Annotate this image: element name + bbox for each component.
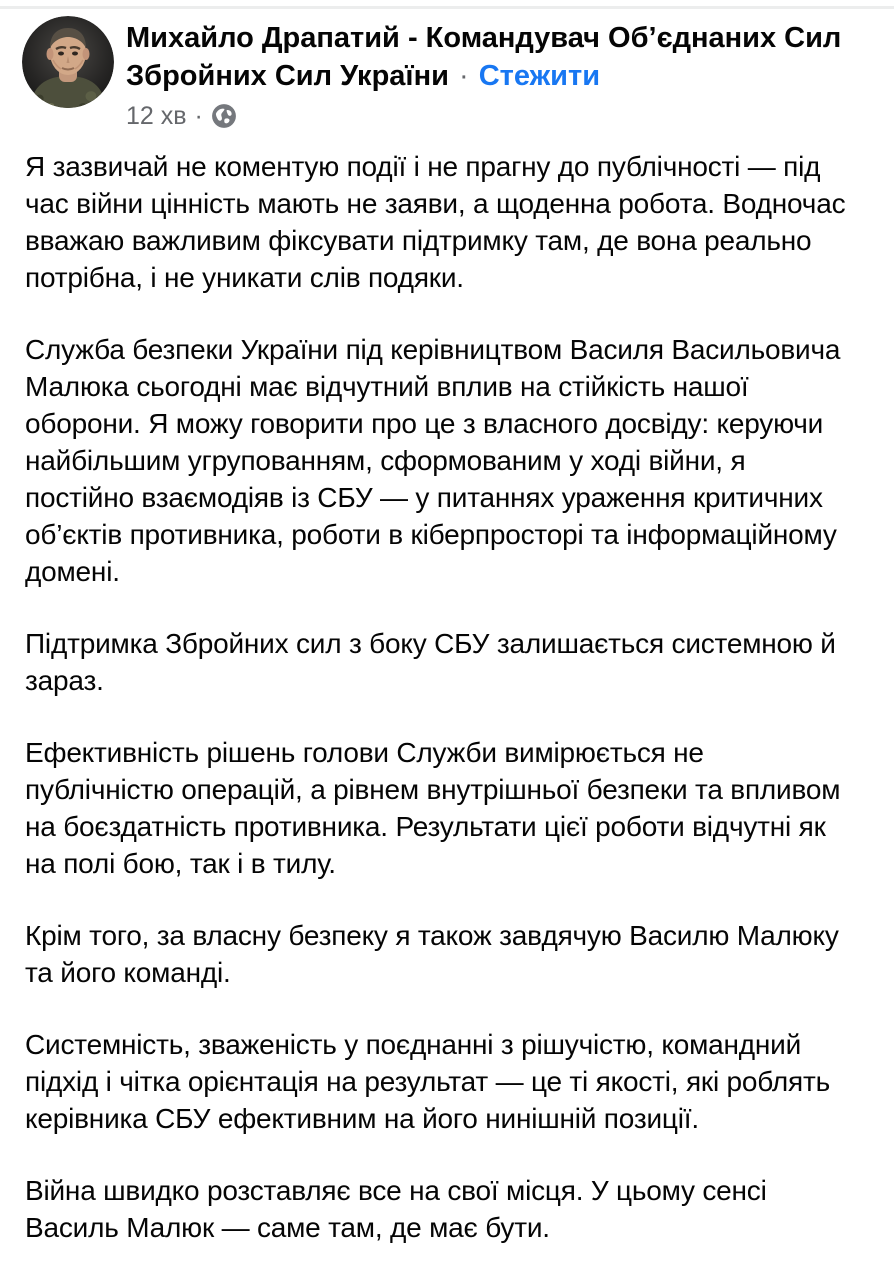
paragraph: Підтримка Збройних сил з боку СБУ залишається системною й зараз. — [25, 628, 836, 696]
paragraph: Системність, зваженість у поєднанні з рішучістю, командний підхід і чітка орієнтація на результат — це ті якості, які роблять керівника СБУ ефективним на його нинішній позиції. — [25, 1029, 830, 1134]
header-text — [126, 16, 866, 130]
avatar[interactable] — [22, 16, 114, 108]
globe-icon — [211, 103, 237, 129]
paragraph: Крім того, за власну безпеку я також завдячую Василю Малюку та його команді. — [25, 920, 839, 988]
header-separator: · — [458, 60, 469, 92]
meta-separator: · — [194, 102, 203, 130]
author-name[interactable]: Михайло Драпатий - Командувач Об’єднаних Сил Збройних Сил України — [126, 22, 842, 92]
paragraph: Ефективність рішень голови Служби вимірюється не публічністю операцій, а рівнем внутрішньої безпеки та впливом на боєздатність противника. Результати цієї роботи відчутні як на полі бою, так і в тилу. — [25, 737, 841, 879]
name-line — [126, 19, 866, 95]
meta-line — [126, 102, 866, 130]
top-divider — [0, 6, 894, 9]
paragraph: Служба безпеки України під керівництвом Василя Васильовича Малюка сьогодні має відчутний вплив на стійкість нашої оборони. Я можу говорити про це з власного досвіду: керуючи найбільшим угрупованням, сформованим у ході війни, я постійно взаємодіяв із СБУ — у питаннях ураження критичних об’єктів противника, роботи в кіберпросторі та інформаційному домені. — [25, 334, 841, 587]
post-text — [0, 148, 873, 1246]
post-header — [0, 0, 894, 130]
paragraph: Війна швидко розставляє все на свої місця. У цьому сенсі Василь Малюк — саме там, де має бути. — [25, 1175, 767, 1243]
timestamp[interactable]: 12 хв — [126, 102, 187, 130]
follow-link[interactable]: Стежити — [478, 60, 601, 92]
avatar-image — [22, 16, 114, 108]
paragraph: Я зазвичай не коментую події і не прагну до публічності — під час війни цінність мають не заяви, а щоденна робота. Водночас вважаю важливим фіксувати підтримку там, де вона реально потрібна, і не уникати слів подяки. — [25, 151, 846, 293]
